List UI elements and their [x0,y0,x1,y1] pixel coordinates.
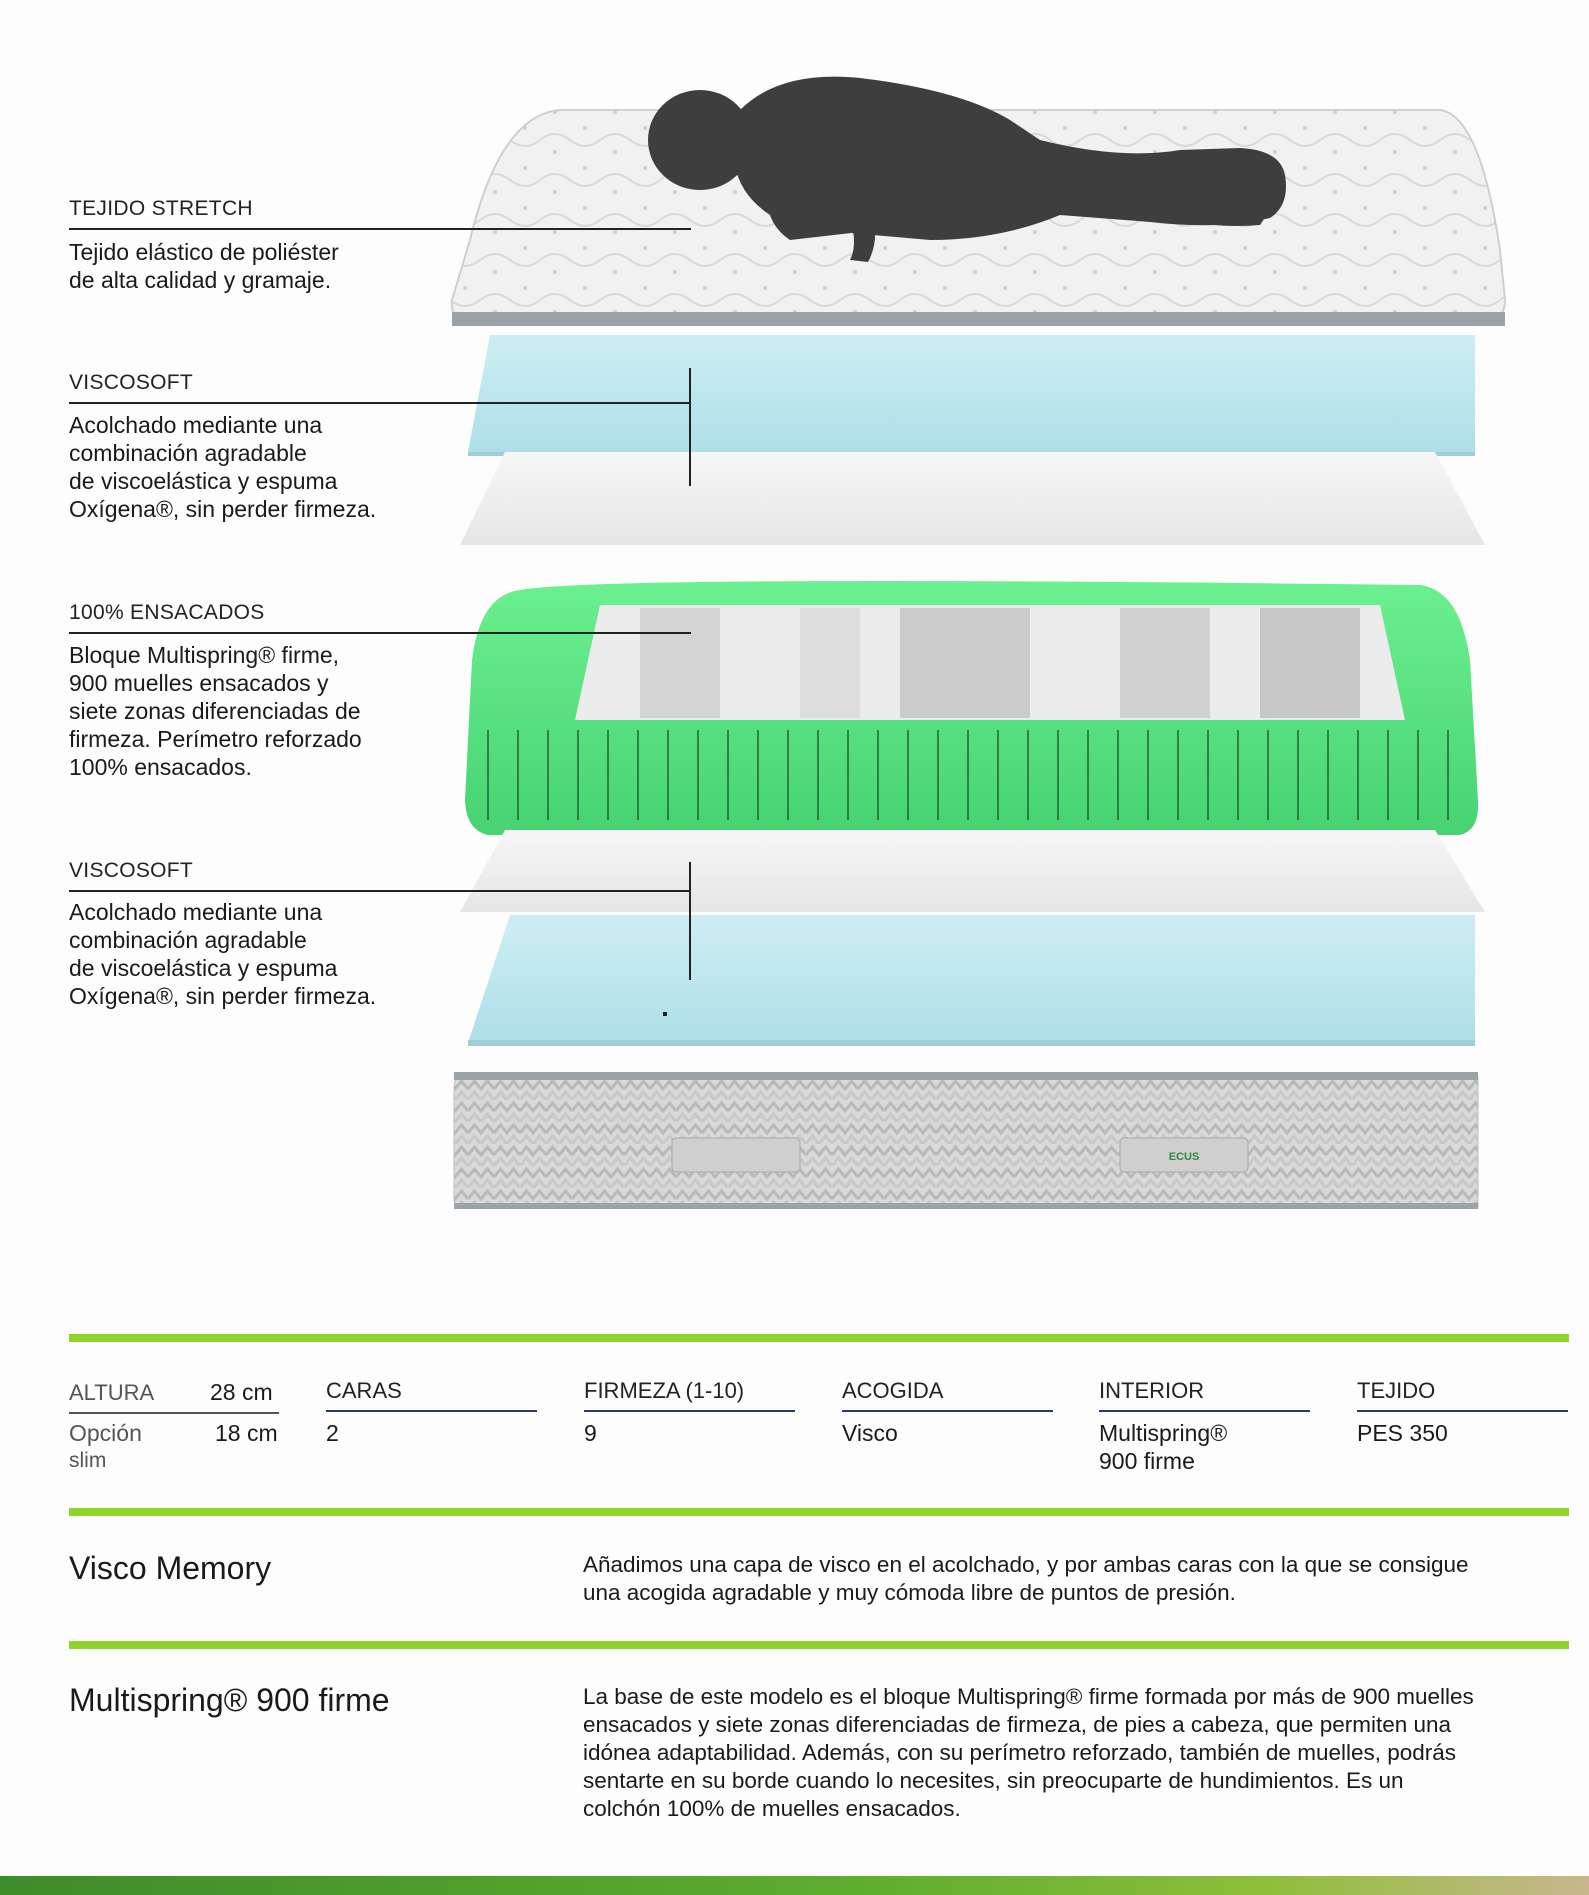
spec-label: ALTURA [69,1380,155,1405]
white-foam-layer-upper [460,452,1485,545]
feature-title: Visco Memory [69,1550,272,1586]
divider-green [69,1508,1569,1516]
feature-text: La base de este modelo es el bloque Multispring® firme formada por más de 900 muelles ensacados y siete zonas diferenciadas de firmeza, de pies a cabeza, que permiten una idónea adaptabilidad. Además, con su perímetro reforzado, también de muelles, podrás sentarte en su borde cuando lo necesites, sin preocuparte de hundimientos. Es un colchón 100% de muelles ensacados. [583,1684,1474,1821]
spec-rule [584,1410,795,1412]
spec-value: 2 [326,1420,339,1446]
spec-value: Visco [842,1420,898,1446]
divider-green [69,1641,1569,1649]
spec-label: INTERIOR [1099,1378,1205,1403]
base-knitted-layer [454,1072,1478,1209]
leader-vertical-lower [689,862,691,980]
feature-text: Añadimos una capa de visco en el acolchado, y por ambas caras con la que se consigue una acogida agradable y muy cómoda libre de puntos de presión. [583,1552,1469,1605]
leader-vertical-upper [689,368,691,486]
spec-rule [69,1412,279,1414]
divider-green [69,1334,1569,1342]
callout-text: Tejido elástico de poliéster de alta calidad y gramaje. [69,239,339,293]
pocket-spring-block [465,581,1478,835]
handle-left [672,1138,800,1172]
viscosoft-blue-layer-upper [468,335,1475,452]
footer-color-strip [0,1876,1589,1895]
spec-rule [1099,1410,1310,1412]
callout-text: Acolchado mediante una combinación agradable de viscoelástica y espuma Oxígena®, sin perder firmeza. [69,899,377,1009]
spec-rule [326,1410,537,1412]
feature-title: Multispring® 900 firme [69,1682,390,1718]
spec-label: CARAS [326,1378,402,1403]
callout-text: Bloque Multispring® firme, 900 muelles ensacados y siete zonas diferenciadas de firmeza. Perímetro reforzado 100% ensacados. [69,642,362,780]
callout-rule [69,228,691,230]
callout-title: 100% ENSACADOS [69,601,265,624]
brand-label: ECUS [1168,1151,1200,1163]
spec-value: Multispring® 900 firme [1099,1420,1228,1474]
spec-rule [1357,1410,1568,1412]
callout-rule [69,890,691,892]
spec-label: TEJIDO [1357,1378,1436,1403]
spec-value: 9 [584,1420,597,1446]
callout-title: VISCOSOFT [69,371,194,394]
spec-slim-value: 18 cm [215,1420,278,1446]
spec-label: ACOGIDA [842,1378,944,1403]
callout-title: VISCOSOFT [69,859,194,882]
spec-label: FIRMEZA (1-10) [584,1378,745,1403]
callout-text: Acolchado mediante una combinación agradable de viscoelástica y espuma Oxígena®, sin perder firmeza. [69,412,377,522]
spec-value: PES 350 [1357,1420,1448,1446]
callout-rule [69,632,691,634]
spec-slim-label: Opción slim [69,1420,142,1472]
white-foam-layer-lower [460,830,1485,912]
callout-title: TEJIDO STRETCH [69,197,253,220]
spec-value: 28 cm [210,1379,273,1405]
spec-rule [842,1410,1053,1412]
viscosoft-blue-layer-lower [468,915,1475,1043]
callout-rule [69,402,691,404]
